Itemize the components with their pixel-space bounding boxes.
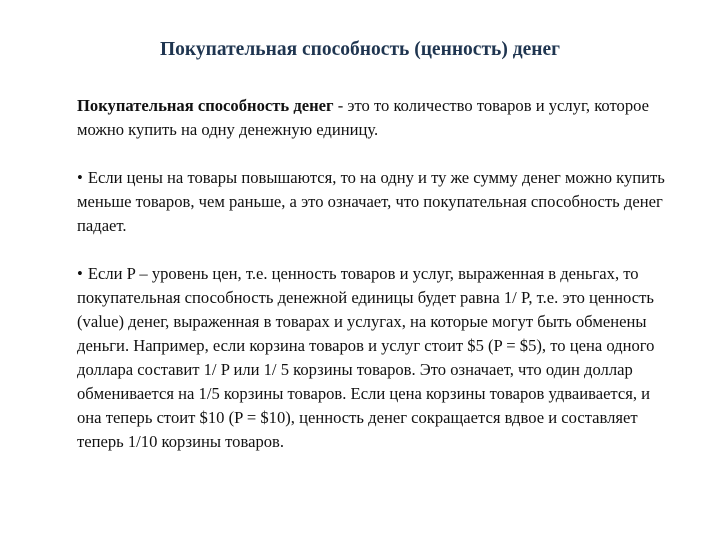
definition-paragraph bbox=[77, 94, 677, 142]
bullet-paragraph-2 bbox=[77, 262, 677, 454]
bullet-paragraph-text: Если P – уровень цен, т.е. ценность товаров и услуг, выраженная в деньгах, то покупательная способность денежной единицы будет равна 1/ P, т.е. это ценность (value) денег, выраженная в товарах и услугах, на которые могут быть обменены деньги. Например, если корзина товаров и услуг стоит $5 (P = $5), то цена одного доллара составит 1/ P или 1/ 5 корзины товаров. Это означает, что один доллар обменивается на 1/5 корзины товаров. Если цена корзины товаров удваивается, и она теперь стоит $10 (P = $10), ценность денег сокращается вдвое и составляет теперь 1/10 корзины товаров. bbox=[77, 264, 655, 451]
definition-text: - это то количество товаров и услуг, которое можно купить на одну денежную единицу. bbox=[77, 96, 649, 139]
bullet-paragraph-1 bbox=[77, 166, 677, 238]
definition-term: Покупательная способность денег bbox=[77, 96, 334, 115]
slide-title: Покупательная способность (ценность) денег bbox=[160, 39, 560, 60]
bullet-paragraph-text: Если цены на товары повышаются, то на одну и ту же сумму денег можно купить меньше товаров, чем раньше, а это означает, что покупательная способность денег падает. bbox=[77, 168, 665, 235]
bullet-icon: • bbox=[77, 168, 83, 187]
bullet-icon: • bbox=[77, 264, 83, 283]
